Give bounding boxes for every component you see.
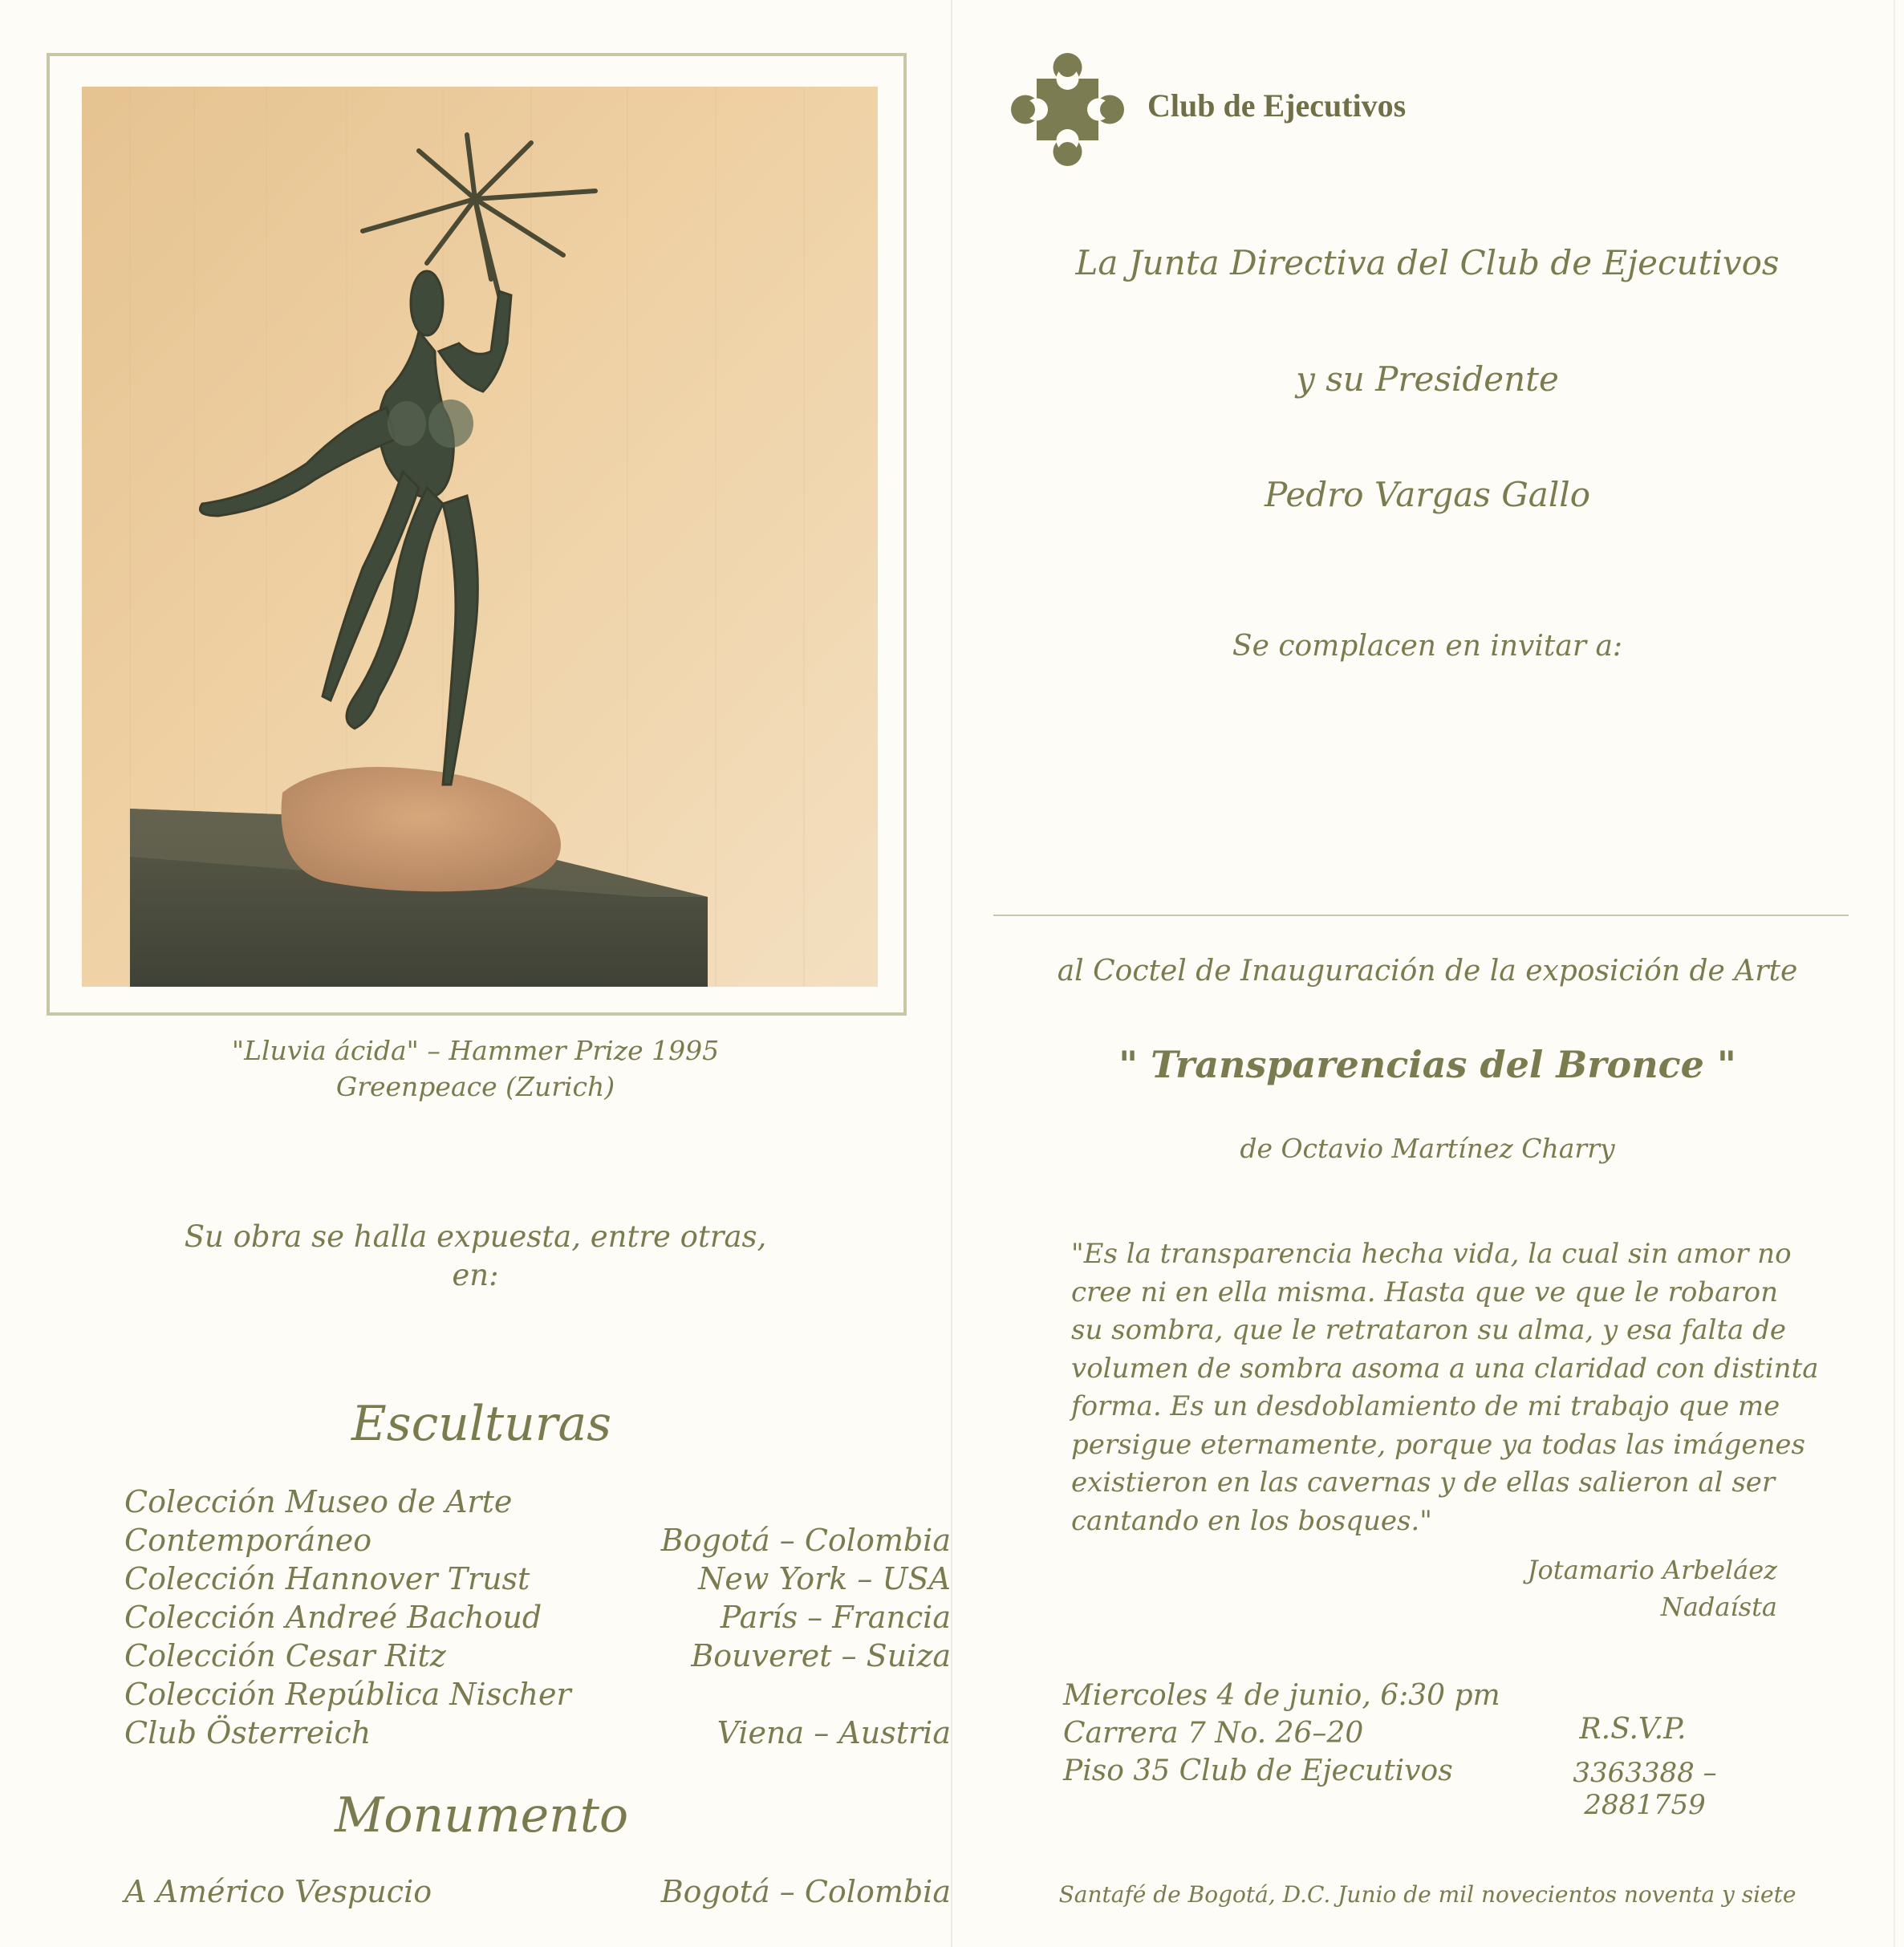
event-date: Miercoles 4 de junio, 6:30 pm: [1063, 1679, 1500, 1712]
sculpture-collection: Contemporáneo: [124, 1523, 372, 1558]
artist-quote: [1071, 1235, 1849, 1540]
exhibited-intro-line1: Su obra se halla expuesta, entre otras,: [184, 1219, 767, 1254]
quote-line: cantando en los bosques.": [1071, 1504, 1432, 1537]
lluvia-acida-sculpture-image: [82, 87, 878, 987]
quote-line: forma. Es un desdoblamiento de mi trabajo que me: [1071, 1390, 1780, 1422]
sculpture-collection: Club Österreich: [124, 1715, 371, 1750]
sculpture-photo: [82, 87, 878, 987]
quote-line: "Es la transparencia hecha vida, la cual sin amor no: [1071, 1238, 1792, 1270]
sculptures-heading: Esculturas: [351, 1396, 612, 1452]
footer-place-date: Santafé de Bogotá, D.C. Junio de mil novecientos noventa y siete: [1058, 1881, 1796, 1908]
sculpture-collection: Colección República Nischer: [124, 1677, 571, 1712]
event-venue: Piso 35 Club de Ejecutivos: [1063, 1754, 1453, 1787]
rsvp-phones: 3363388 – 2881759: [1573, 1757, 1717, 1821]
club-logo-icon: [1009, 51, 1126, 168]
president-name: Pedro Vargas Gallo: [1265, 475, 1590, 514]
divider: [993, 915, 1849, 916]
event-address: Carrera 7 No. 26–20: [1063, 1717, 1364, 1750]
left-panel: [0, 0, 951, 1947]
sculpture-location: Bouveret – Suiza: [691, 1638, 951, 1673]
rsvp-label: R.S.V.P.: [1579, 1713, 1687, 1746]
monument-location: Bogotá – Colombia: [660, 1874, 951, 1909]
quote-line: cree ni en ella misma. Hasta que ve que le robaron: [1071, 1276, 1778, 1308]
monument-heading: Monumento: [334, 1787, 629, 1844]
exhibited-intro-line2: en:: [452, 1258, 499, 1292]
quote-line: volumen de sombra asoma a una claridad con distinta: [1071, 1352, 1819, 1385]
artist-name: de Octavio Martínez Charry: [1240, 1133, 1615, 1164]
photo-frame: [47, 53, 907, 1016]
exhibition-title: " Transparencias del Bronce ": [1118, 1043, 1736, 1086]
monument-name: A Américo Vespucio: [124, 1874, 432, 1909]
sculpture-collection: Colección Hannover Trust: [124, 1561, 530, 1596]
club-name: Club de Ejecutivos: [1147, 87, 1407, 124]
quote-author: Jotamario Arbeláez: [1527, 1555, 1777, 1585]
artwork-caption-org: Greenpeace (Zurich): [335, 1071, 615, 1102]
quote-line: existieron en las cavernas y de ellas salieron al ser: [1071, 1466, 1776, 1499]
quote-author-note: Nadaísta: [1660, 1592, 1777, 1622]
sculpture-collection: Colección Andreé Bachoud: [124, 1600, 542, 1635]
invite-line: Se complacen en invitar a:: [1232, 630, 1623, 663]
sculpture-location: París – Francia: [720, 1600, 951, 1635]
sculpture-location: Viena – Austria: [717, 1715, 951, 1750]
sculpture-collection: Colección Cesar Ritz: [124, 1638, 446, 1673]
artwork-caption-title: "Lluvia ácida" – Hammer Prize 1995: [231, 1035, 720, 1066]
sculpture-location: New York – USA: [698, 1561, 951, 1596]
hosts-line2: y su Presidente: [1296, 359, 1559, 399]
hosts-line1: La Junta Directiva del Club de Ejecutivos: [1075, 243, 1780, 282]
event-intro: al Coctel de Inauguración de la exposición de Arte: [1057, 955, 1798, 988]
sculpture-location: Bogotá – Colombia: [660, 1523, 951, 1558]
sculpture-collection: Colección Museo de Arte: [124, 1484, 513, 1519]
quote-line: su sombra, que le retrataron su alma, y esa falta de: [1071, 1314, 1786, 1346]
quote-line: persigue eternamente, porque ya todas las imágenes: [1071, 1428, 1805, 1461]
